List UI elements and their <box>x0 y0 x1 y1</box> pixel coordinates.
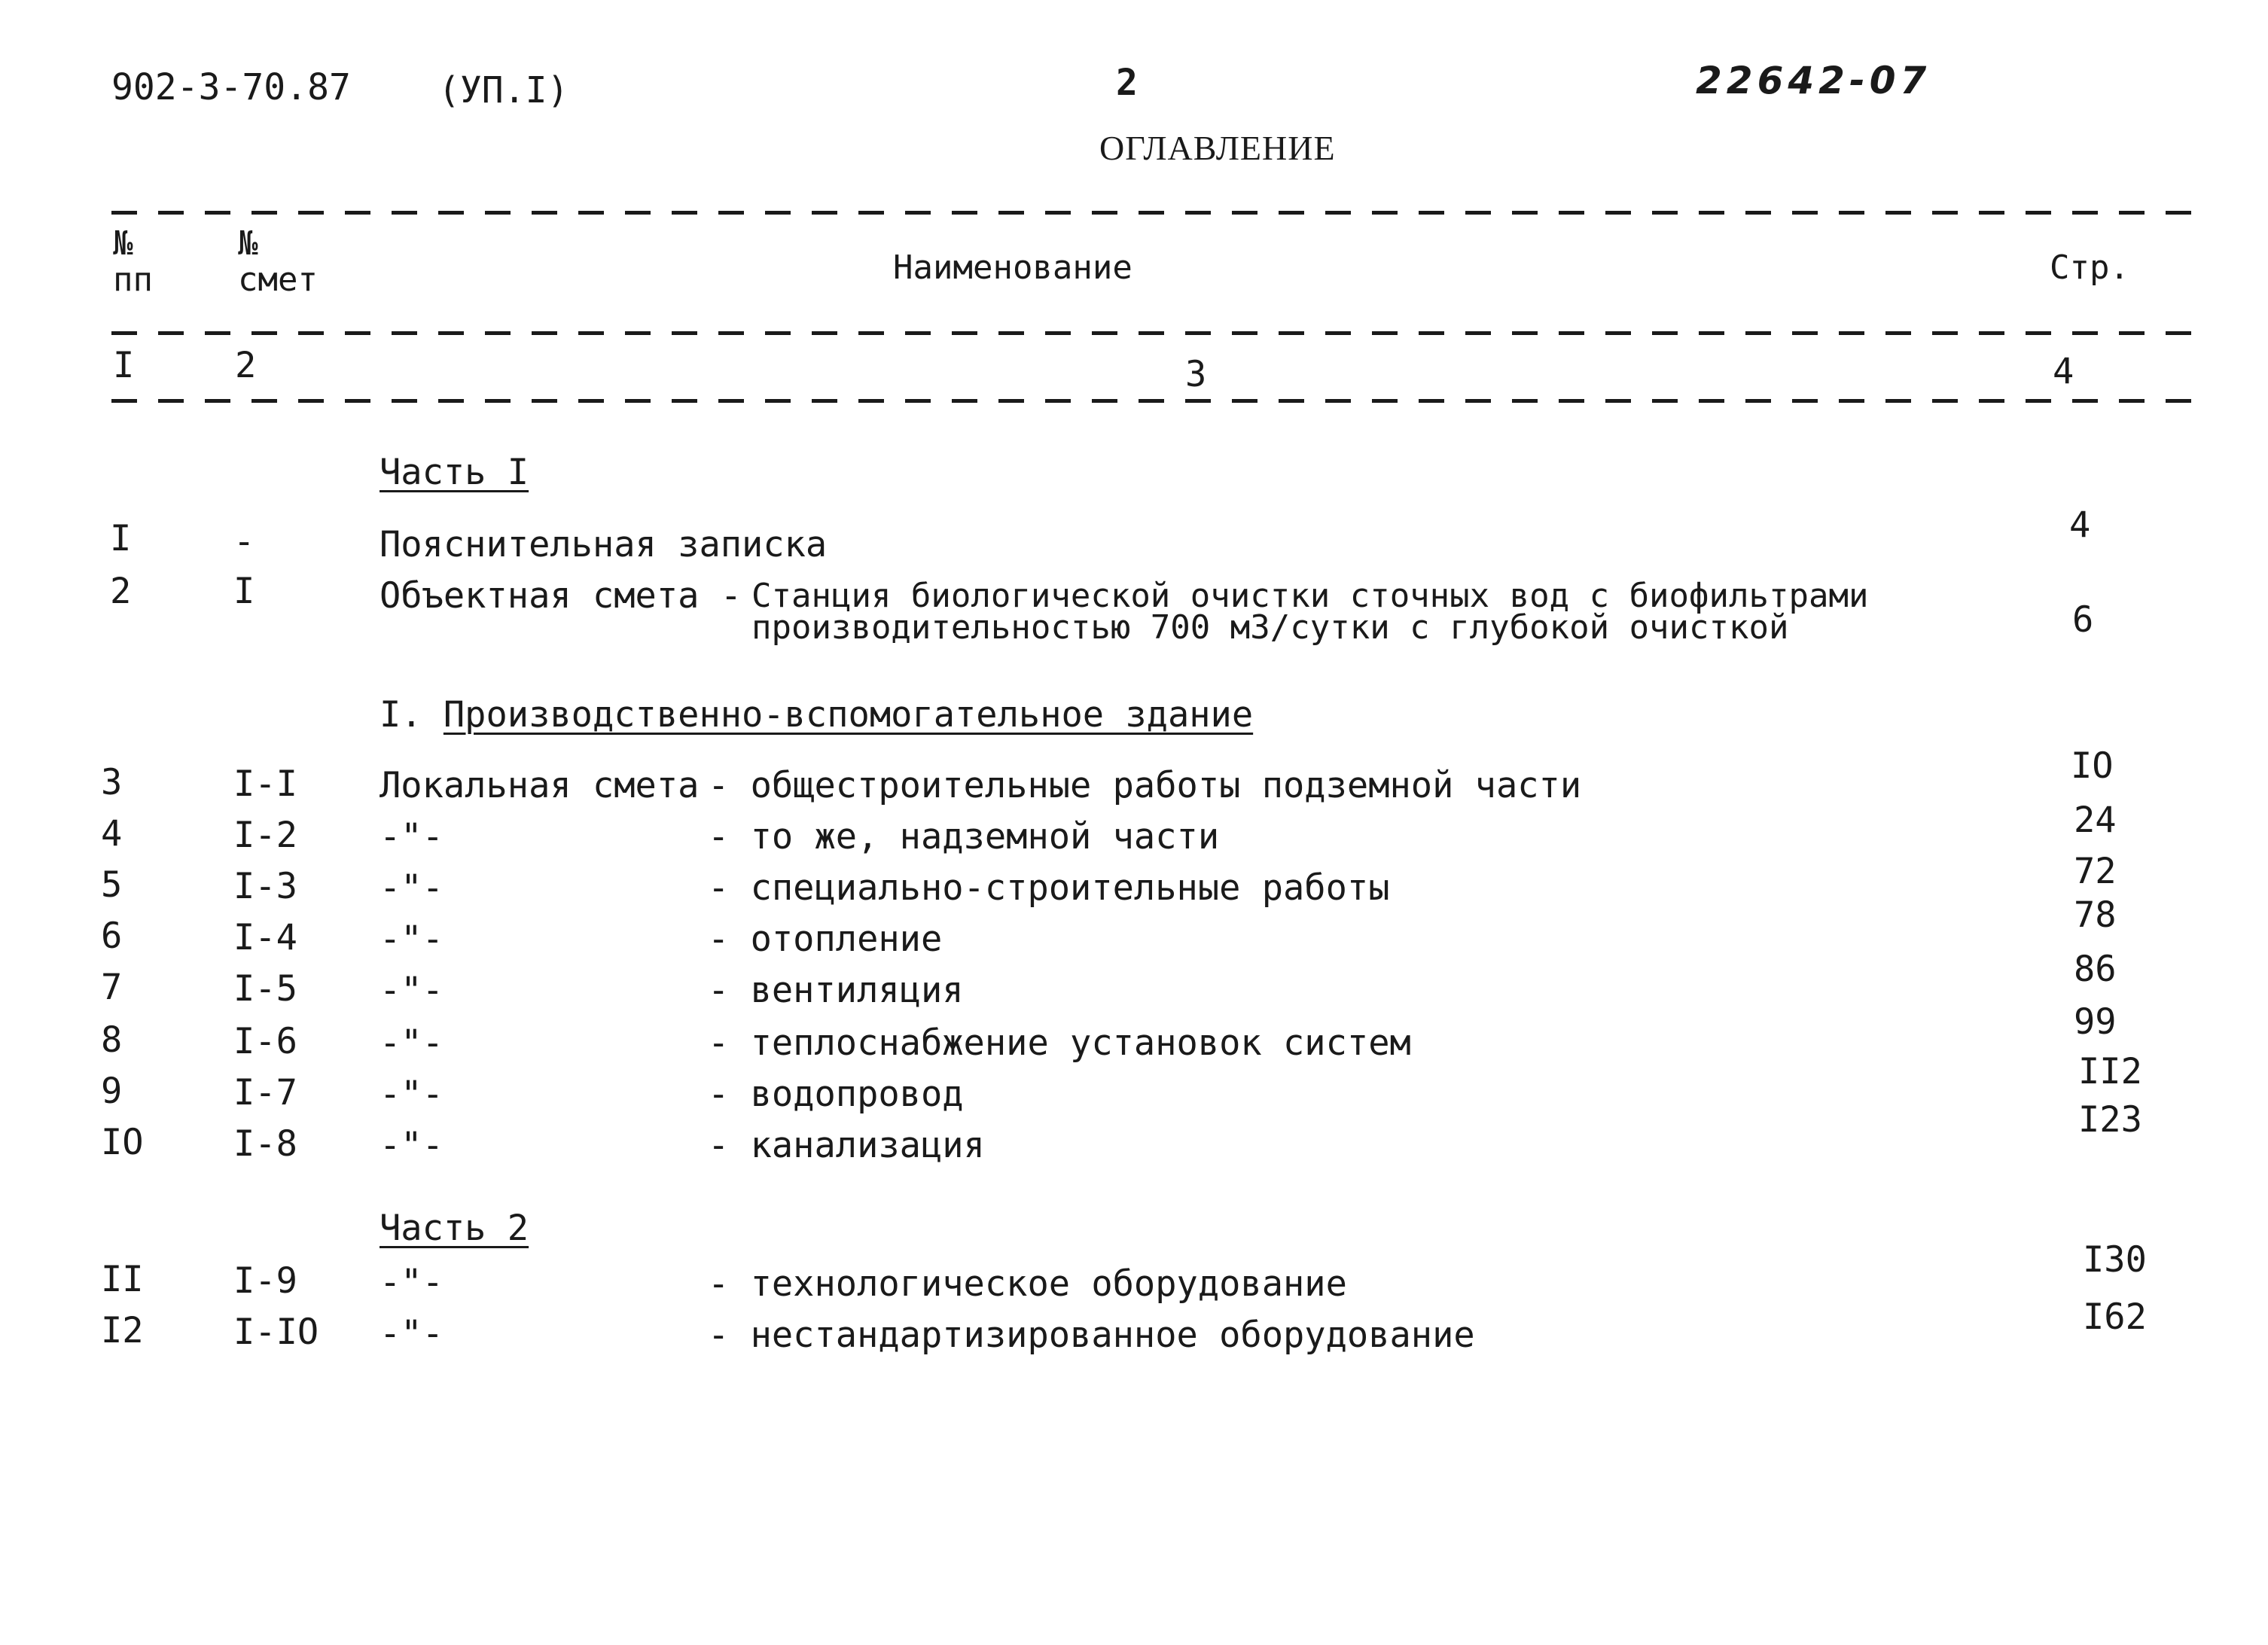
row-3-smet: I-I <box>233 763 297 805</box>
row-2-smet: I <box>233 571 255 612</box>
row-1-name: Пояснительная записка <box>380 524 828 565</box>
col-number-3: 3 <box>1185 354 1207 395</box>
row-2-desc-line-2: производительностью 700 м3/сутки с глубокой очисткой <box>751 608 1789 647</box>
row-1-page: 4 <box>2069 504 2091 546</box>
row-7-pp: 7 <box>101 967 123 1008</box>
row-7-desc: - вентиляция <box>708 970 964 1011</box>
col-head-name: Наименование <box>893 248 1132 287</box>
row-11-pp: II <box>101 1259 144 1300</box>
row-7-type: -"- <box>380 970 444 1011</box>
row-9-type: -"- <box>380 1074 444 1115</box>
row-3-pp: 3 <box>101 762 123 803</box>
row-5-page: 72 <box>2074 851 2117 892</box>
row-4-page: 24 <box>2074 800 2117 841</box>
col-head-smet <box>238 226 318 298</box>
row-11-page: I30 <box>2083 1239 2147 1281</box>
row-5-type: -"- <box>380 867 444 909</box>
section-building-title: Производственно-вспомогательное здание <box>443 694 1254 736</box>
row-6-pp: 6 <box>101 915 123 957</box>
row-6-smet: I-4 <box>233 917 297 958</box>
row-5-smet: I-3 <box>233 866 297 907</box>
row-6-type: -"- <box>380 918 444 960</box>
row-6-desc: - отопление <box>708 918 943 960</box>
col-head-smet-label: смет <box>238 260 318 299</box>
col-number-4: 4 <box>2053 351 2074 392</box>
row-9-smet: I-7 <box>233 1072 297 1113</box>
row-9-page: II2 <box>2078 1051 2142 1092</box>
row-2-desc-line-1: Станция биологической очистки сточных вод с биофильтрами <box>751 577 1869 615</box>
row-10-pp: IO <box>101 1122 144 1163</box>
col-number-1: I <box>113 345 135 386</box>
row-10-desc: - канализация <box>708 1125 985 1166</box>
row-9-desc: - водопровод <box>708 1074 964 1115</box>
row-7-smet: I-5 <box>233 968 297 1010</box>
row-5-pp: 5 <box>101 864 123 906</box>
row-8-smet: I-6 <box>233 1021 297 1062</box>
row-12-desc: - нестандартизированное оборудование <box>708 1314 1475 1356</box>
document-code: 902-3-70.87 <box>111 66 351 108</box>
row-9-pp: 9 <box>101 1071 123 1112</box>
row-8-desc: - теплоснабжение установок систем <box>708 1022 1411 1064</box>
col-head-pp-sign: № <box>113 224 133 263</box>
row-3-type: Локальная смета <box>380 765 700 806</box>
row-4-pp: 4 <box>101 813 123 854</box>
section-building-prefix: I. <box>380 694 422 736</box>
row-12-pp: I2 <box>101 1310 144 1351</box>
row-12-page: I62 <box>2083 1296 2147 1338</box>
row-7-page: 86 <box>2074 949 2117 990</box>
section-building <box>380 694 1253 736</box>
row-2-page: 6 <box>2072 599 2094 641</box>
inventory-number: 22642-07 <box>1696 59 1931 102</box>
row-12-type: -"- <box>380 1313 444 1354</box>
header-rule-top <box>111 211 2197 215</box>
row-4-smet: I-2 <box>233 815 297 856</box>
row-10-smet: I-8 <box>233 1123 297 1165</box>
row-5-desc: - специально-строительные работы <box>708 867 1390 909</box>
row-8-type: -"- <box>380 1022 444 1064</box>
section-part-1: Часть I <box>380 452 529 493</box>
page-number: 2 <box>1116 62 1138 104</box>
row-8-page: 99 <box>2074 1001 2117 1043</box>
row-10-type: -"- <box>380 1125 444 1166</box>
row-2-pp: 2 <box>110 571 132 612</box>
row-3-page: IO <box>2071 745 2114 787</box>
row-11-smet: I-9 <box>233 1260 297 1302</box>
album-number: (УП.I) <box>438 69 569 111</box>
row-11-type: -"- <box>380 1262 444 1303</box>
col-number-2: 2 <box>235 345 257 386</box>
col-head-smet-sign: № <box>238 224 258 263</box>
col-head-pp <box>113 226 153 298</box>
row-6-page: 78 <box>2074 894 2117 936</box>
row-2-type: Объектная смета - <box>380 575 742 617</box>
section-part-2: Часть 2 <box>380 1208 529 1249</box>
row-8-pp: 8 <box>101 1019 123 1061</box>
row-12-smet: I-IO <box>233 1311 319 1353</box>
row-1-pp: I <box>110 518 132 559</box>
header-rule-bottom <box>111 399 2197 403</box>
page-title: ОГЛАВЛЕНИЕ <box>1099 129 1336 167</box>
header-rule-middle <box>111 331 2197 335</box>
row-3-desc: - общестроительные работы подземной части <box>708 765 1582 806</box>
row-10-page: I23 <box>2078 1099 2142 1141</box>
col-head-page: Стр. <box>2050 248 2129 287</box>
row-1-smet: - <box>233 521 255 562</box>
row-4-desc: - то же, надземной части <box>708 816 1220 858</box>
row-4-type: -"- <box>380 816 444 858</box>
row-11-desc: - технологическое оборудование <box>708 1263 1347 1305</box>
col-head-pp-label: пп <box>113 260 153 299</box>
